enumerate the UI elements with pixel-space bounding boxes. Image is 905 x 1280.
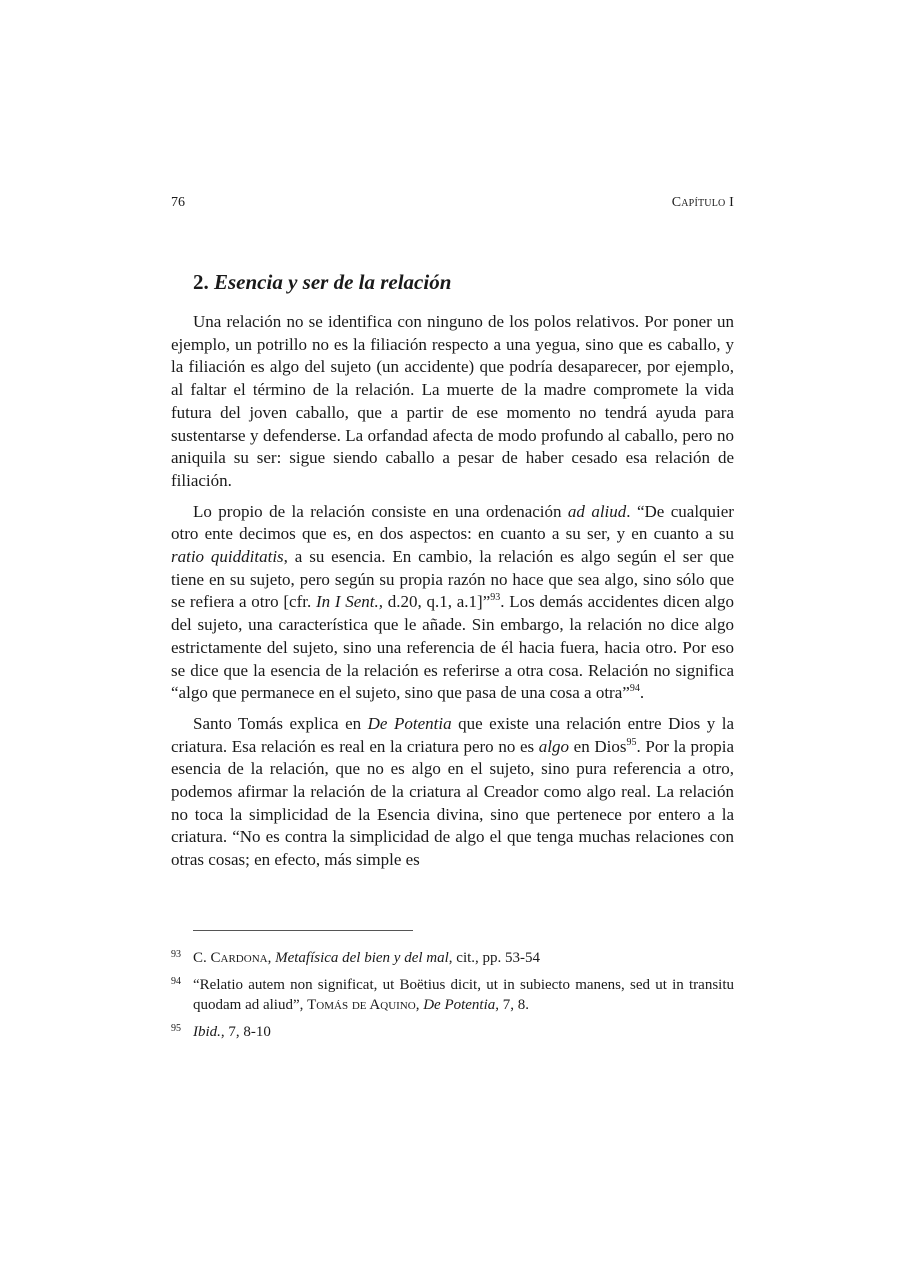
body-text bbox=[171, 311, 734, 880]
italic-text: ad aliud bbox=[567, 501, 627, 521]
running-head bbox=[171, 193, 734, 213]
italic-text: De Potentia bbox=[367, 713, 452, 733]
footnote-text: Ibid., 7, 8-10 bbox=[193, 1024, 271, 1040]
footnote-separator bbox=[193, 930, 413, 931]
footnote-text: C. Cardona, Metafísica del bien y del mal, cit., pp. 53-54 bbox=[193, 950, 541, 966]
italic-text: ratio quidditatis bbox=[171, 547, 284, 567]
section-title bbox=[193, 268, 451, 296]
paragraph: Lo propio de la relación consiste en una ordenación ad aliud. “De cualquier otro ente decimos que es, en dos aspectos: en cuanto a su ser, y en cuanto a su ratio quidditatis, a su esencia. En cambio, la relación es algo según el ser que tiene en su sujeto, pero según su propia razón no hace que sea algo, sino sólo que se refiera a otro [cfr. In I Sent., d.20, q.1, a.1]”$^{93}$. Los demás accidentes dicen algo del sujeto, una característica que le añade. Sin embargo, la relación no dice algo estrictamente del sujeto, sino una referencia de él hacia fuera, hacia otro. Por eso se dice que la esencia de la relación es referirse a otra cosa. Relación no significa “algo que permanece en el sujeto, sino que pasa de una cosa a otra”$^{94}$. bbox=[171, 501, 735, 703]
italic-text: Ibid. bbox=[193, 1024, 221, 1040]
page-number: 76 bbox=[171, 195, 185, 210]
footnote-number: 94 bbox=[171, 976, 181, 987]
italic-text: algo bbox=[538, 736, 570, 756]
italic-text: In I Sent., bbox=[315, 592, 384, 612]
italic-text: Metafísica del bien y del mal bbox=[275, 950, 449, 966]
footnote-number: 93 bbox=[171, 949, 181, 960]
footnote-number: 95 bbox=[171, 1023, 181, 1034]
footnote-93 bbox=[171, 948, 734, 968]
footnote-94 bbox=[171, 975, 734, 1015]
author-name: Tomás de Aquino bbox=[307, 997, 416, 1013]
section-title-text: Esencia y ser de la relación bbox=[214, 270, 452, 294]
footnote-95 bbox=[171, 1022, 734, 1042]
chapter-label: Capítulo I bbox=[671, 195, 734, 210]
section-number: 2. bbox=[193, 270, 209, 294]
paragraph: Una relación no se identifica con ninguno de los polos relativos. Por poner un ejemplo, un potrillo no es la filiación respecto a una yegua, sino que es caballo, y la filiación es algo del sujeto (un accidente) que podría desaparecer, por ejemplo, al faltar el término de la relación. La muerte de la madre compromete la vida futura del joven caballo, que a partir de ese momento no tendrá ayuda para sustentarse y defenderse. La orfandad afecta de modo profundo al caballo, pero no aniquila su ser: sigue siendo caballo a pesar de haber cesado esa relación de filiación. bbox=[171, 312, 734, 490]
italic-text: De Potentia bbox=[423, 997, 496, 1013]
footnote-text: “Relatio autem non significat, ut Boëtius dicit, ut in subiecto manens, sed ut in transitu quodam ad aliud”, Tomás de Aquino, De Potentia, 7, 8. bbox=[193, 977, 734, 1013]
footnotes bbox=[171, 948, 734, 1049]
paragraph: Santo Tomás explica en De Potentia que existe una relación entre Dios y la criatura. Esa relación es real en la criatura pero no es algo en Dios$^{95}$. Por la propia esencia de la relación, que no es algo en el sujeto, sino pura referencia a otro, podemos afirmar la relación de la criatura al Creador como algo real. La relación no toca la simplicidad de la Esencia divina, sino que pertenece por entero a la criatura. “No es contra la simplicidad de algo el que tenga muchas relaciones con otras cosas; en efecto, más simple es bbox=[171, 713, 734, 870]
footnote-ref[interactable]: 95 bbox=[626, 736, 637, 748]
footnote-ref[interactable]: 94 bbox=[629, 683, 640, 695]
author-name: Cardona bbox=[210, 950, 268, 966]
footnote-ref[interactable]: 93 bbox=[490, 592, 501, 604]
